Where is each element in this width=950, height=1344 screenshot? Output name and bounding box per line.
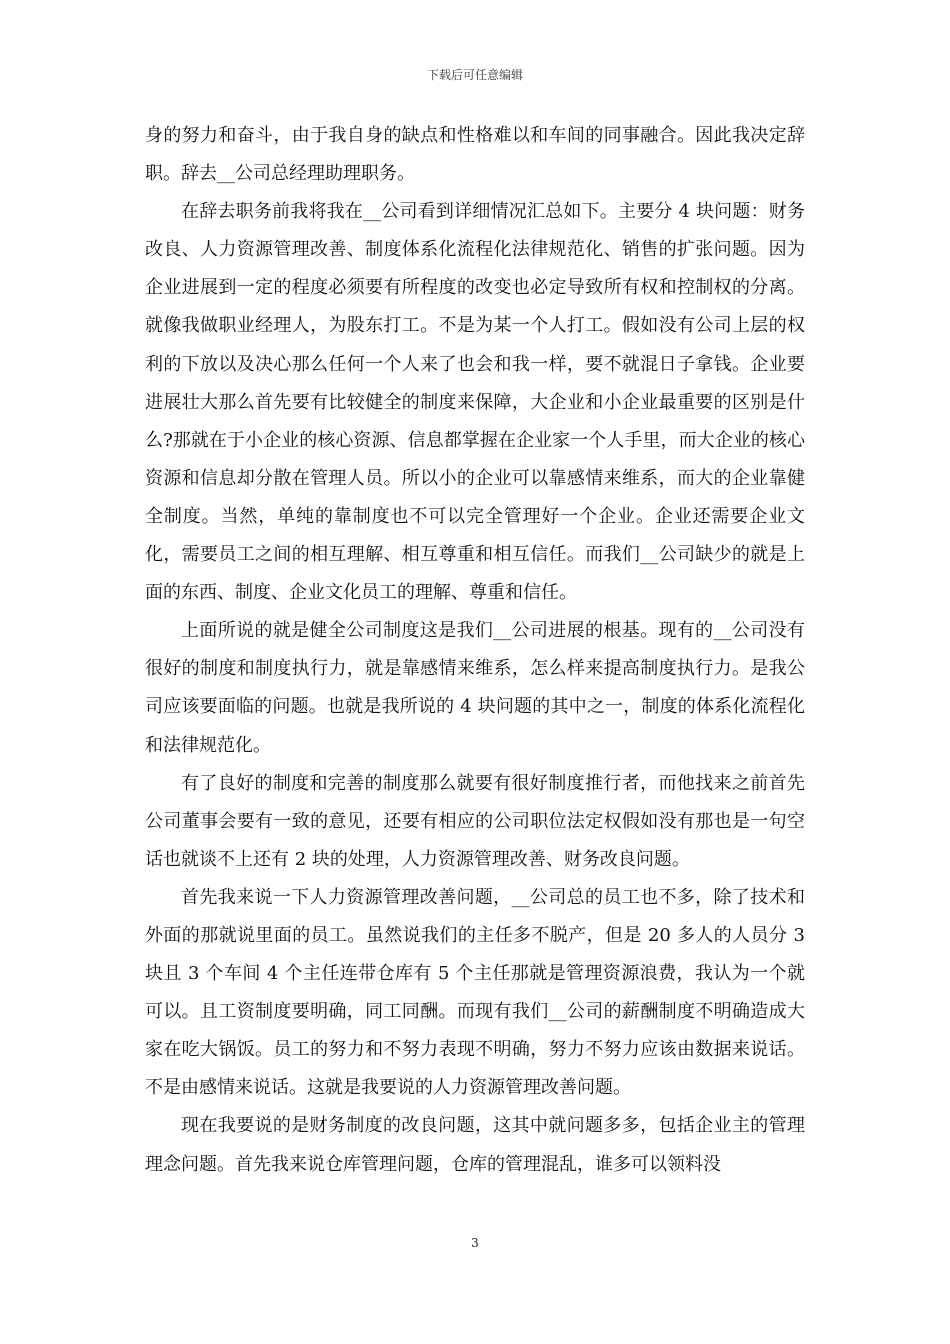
paragraph: 现在我要说的是财务制度的改良问题，这其中就问题多多，包括企业主的管理理念问题。首先我来说仓库管理问题，仓库的管理混乱，谁多可以领料没 xyxy=(145,1115,805,1175)
paragraph: 上面所说的就是健全公司制度这是我们__公司进展的根基。现有的__公司没有很好的制度和制度执行力，就是靠感情来维系，怎么样来提高制度执行力。是我公司应该要面临的问题。也就是我所说的 4 块问题的其中之一，制度的体系化流程化和法律规范化。 xyxy=(145,620,805,756)
paragraph: 身的努力和奋斗，由于我自身的缺点和性格难以和车间的同事融合。因此我决定辞职。辞去__公司总经理助理职务。 xyxy=(145,125,805,185)
paragraph: 有了良好的制度和完善的制度那么就要有很好制度推行者，而他找来之前首先公司董事会要有一致的意见，还要有相应的公司职位法定权假如没有那也是一句空话也就谈不上还有 2 块的处理，人力资源管理改善、财务改良问题。 xyxy=(145,772,805,870)
page-number: 3 xyxy=(471,1236,479,1250)
paragraph: 在辞去职务前我将我在__公司看到详细情况汇总如下。主要分 4 块问题：财务改良、人力资源管理改善、制度体系化流程化法律规范化、销售的扩张问题。因为企业进展到一定的程度必须要有所程度的改变也必定导致所有权和控制权的分离。就像我做职业经理人，为股东打工。不是为某一个人打工。假如没有公司上层的权利的下放以及决心那么任何一个人来了也会和我一样，要不就混日子拿钱。企业要进展壮大那么首先要有比较健全的制度来保障，大企业和小企业最重要的区别是什么?那就在于小企业的核心资源、信息都掌握在企业家一个人手里，而大企业的核心资源和信息却分散在管理人员。所以小的企业可以靠感情来维系，而大的企业靠健全制度。当然，单纯的靠制度也不可以完全管理好一个企业。企业还需要企业文化，需要员工之间的相互理解、相互尊重和相互信任。而我们__公司缺少的就是上面的东西、制度、企业文化员工的理解、尊重和信任。 xyxy=(145,201,805,604)
paragraph: 首先我来说一下人力资源管理改善问题，__公司总的员工也不多，除了技术和外面的那就说里面的员工。虽然说我们的主任多不脱产，但是 20 多人的人员分 3 块且 3 个车间 4 个主任连带仓库有 5 个主任那就是管理资源浪费，我认为一个就可以。且工资制度要明确，同工同酬。而现有我们__公司的薪酬制度不明确造成大家在吃大锅饭。员工的努力和不努力表现不明确，努力不努力应该由数据来说话。不是由感情来说话。这就是我要说的人力资源管理改善问题。 xyxy=(145,886,805,1099)
page-header: 下载后可任意编辑 xyxy=(426,68,523,82)
document-body xyxy=(145,117,805,1184)
